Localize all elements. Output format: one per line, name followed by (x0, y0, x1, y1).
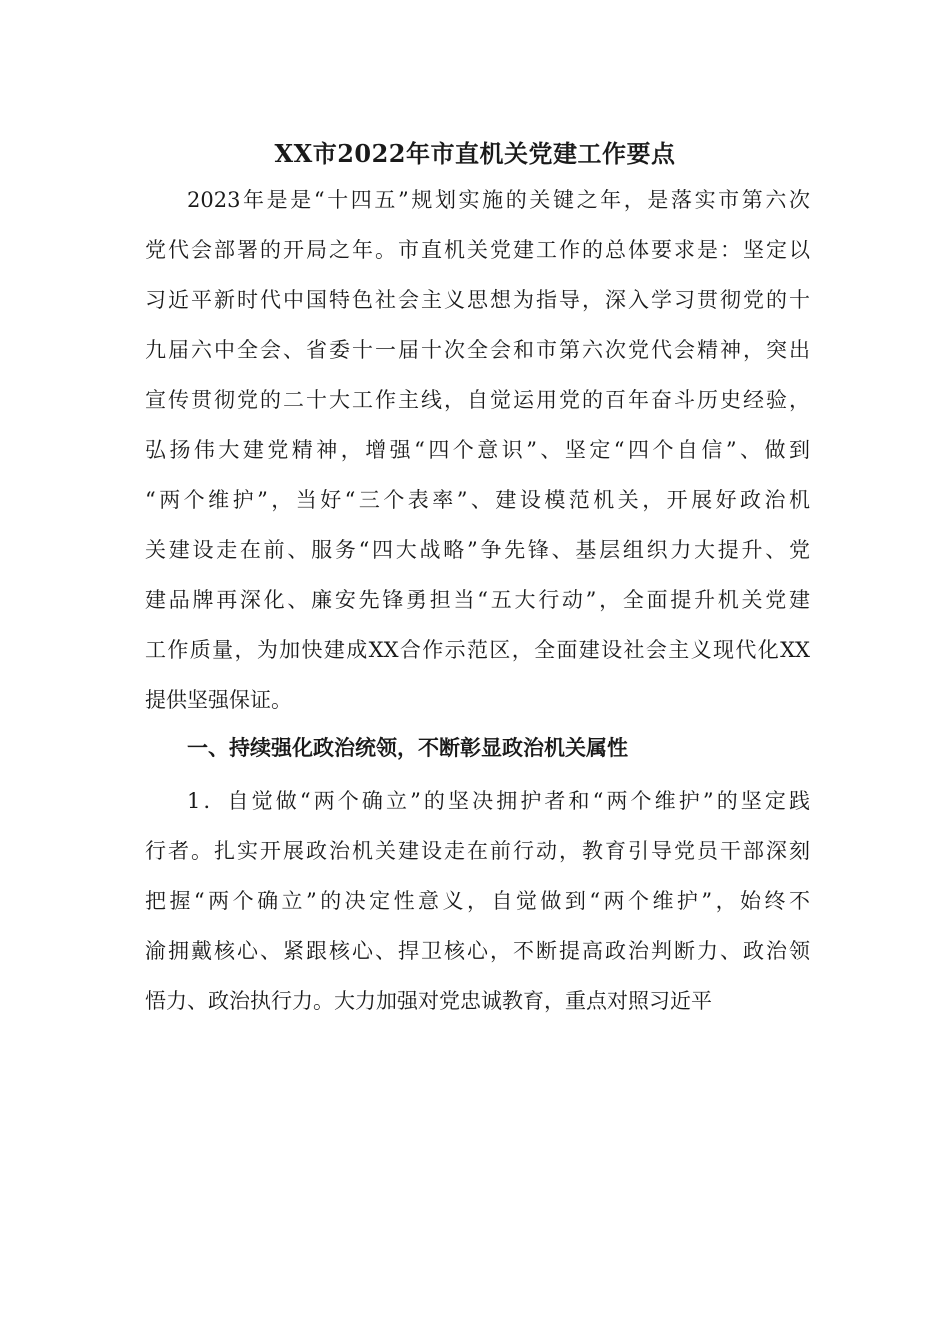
intro-line-8: 关建设走在前、服务“四大战略”争先锋、基层组织力大提升、党 (145, 538, 810, 562)
intro-line-4: 九届六中全会、省委十一届十次全会和市第六次党代会精神，突出 (145, 338, 810, 362)
intro-line-1: 2023年是是“十四五”规划实施的关键之年，是落实市第六次 (187, 188, 810, 212)
item-1-line-2: 行者。扎实开展政治机关建设走在前行动，教育引导党员干部深刻 (145, 839, 810, 863)
item-1-line-5: 悟力、政治执行力。大力加强对党忠诚教育，重点对照习近平 (145, 989, 712, 1013)
item-1-line-1: 1．自觉做“两个确立”的坚决拥护者和“两个维护”的坚定践 (187, 789, 810, 813)
intro-paragraph (145, 175, 810, 725)
section-heading: 一、持续强化政治统领，不断彰显政治机关属性 (187, 735, 628, 760)
intro-line-9: 建品牌再深化、廉安先锋勇担当“五大行动”，全面提升机关党建 (145, 588, 810, 612)
item-1-line-4: 渝拥戴核心、紧跟核心、捍卫核心，不断提高政治判断力、政治领 (145, 939, 810, 963)
intro-line-5: 宣传贯彻党的二十大工作主线，自觉运用党的百年奋斗历史经验， (145, 388, 810, 412)
intro-line-7: “两个维护”，当好“三个表率”、建设模范机关，开展好政治机 (145, 488, 810, 512)
intro-line-11: 提供坚强保证。 (145, 688, 292, 712)
item-1-paragraph (145, 776, 810, 1026)
intro-line-10: 工作质量，为加快建成XX合作示范区，全面建设社会主义现代化XX (145, 638, 810, 662)
document-title: XX市2022年市直机关党建工作要点 (274, 139, 676, 168)
intro-line-6: 弘扬伟大建党精神，增强“四个意识”、坚定“四个自信”、做到 (145, 438, 810, 462)
intro-line-2: 党代会部署的开局之年。市直机关党建工作的总体要求是：坚定以 (145, 238, 810, 262)
intro-line-3: 习近平新时代中国特色社会主义思想为指导，深入学习贯彻党的十 (145, 288, 810, 312)
item-1-line-3: 把握“两个确立”的决定性意义，自觉做到“两个维护”，始终不 (145, 889, 810, 913)
